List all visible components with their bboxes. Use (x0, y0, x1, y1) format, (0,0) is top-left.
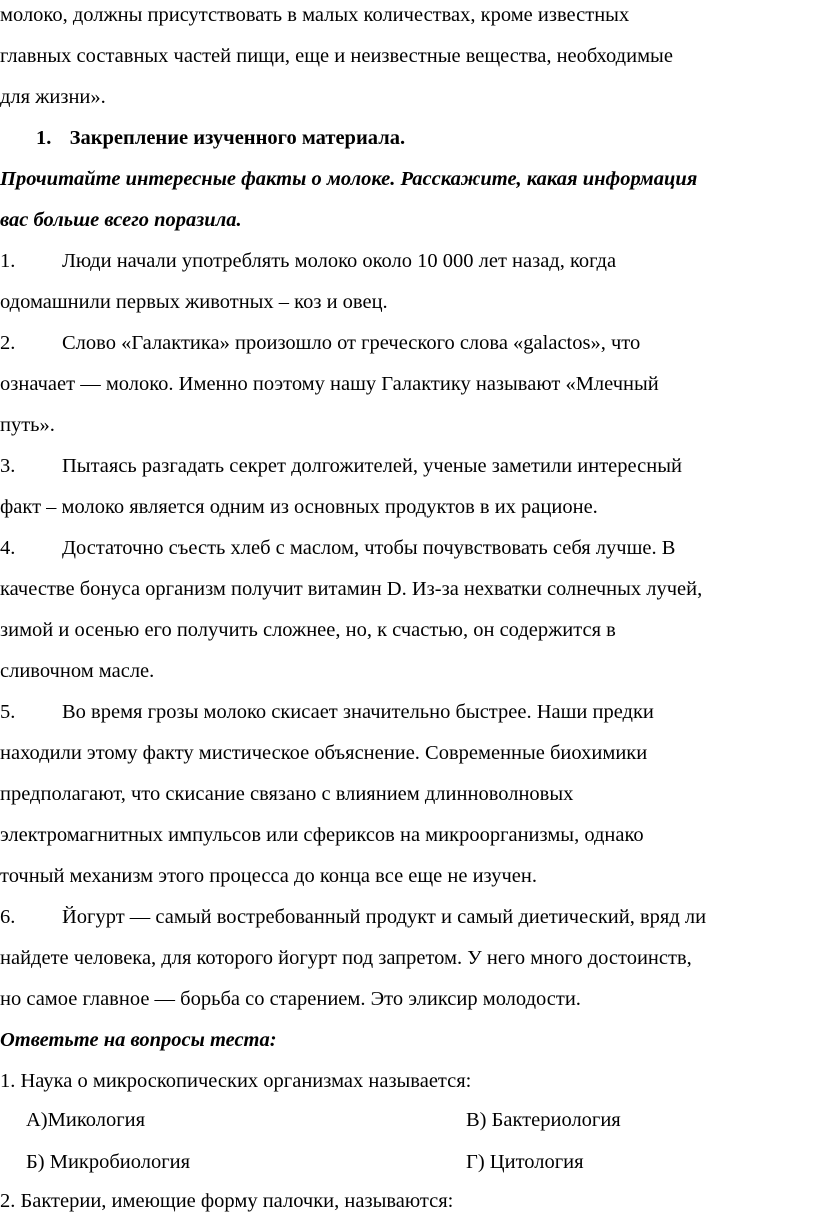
fact-text: означает — молоко. Именно поэтому нашу Галактику называют «Млечный (0, 373, 659, 395)
fact-text: Слово «Галактика» произошло от греческого слова «galactos», что (62, 332, 641, 354)
answer-option: Б) Микробиология (26, 1151, 191, 1173)
fact-text: Люди начали употреблять молоко около 10 000 лет назад, когда (62, 250, 617, 272)
fact-text: путь». (0, 414, 55, 436)
fact-text: Йогурт — самый востребованный продукт и самый диетический, вряд ли (62, 906, 707, 928)
fact-text: предполагают, что скисание связано с влиянием длинноволновых (0, 783, 574, 805)
fact-text: находили этому факту мистическое объяснение. Современные биохимики (0, 742, 648, 764)
fact-text: электромагнитных импульсов или сфериксов на микроорганизмы, однако (0, 824, 644, 846)
question-text: 2. Бактерии, имеющие форму палочки, называются: (0, 1190, 454, 1212)
fact-number: 1. (0, 250, 16, 272)
fact-item (0, 699, 654, 725)
answer-option: Г) Цитология (466, 1151, 584, 1173)
fact-item (0, 453, 682, 479)
fact-number: 6. (0, 906, 16, 928)
fact-text: сливочном масле. (0, 660, 155, 682)
intro-line: главных составных частей пищи, еще и неизвестные вещества, необходимые (0, 45, 673, 67)
fact-item (0, 904, 706, 930)
fact-text: Пытаясь разгадать секрет долгожителей, ученые заметили интересный (62, 455, 682, 477)
fact-number: 3. (0, 455, 16, 477)
intro-line: для жизни». (0, 86, 106, 108)
question-text: 1. Наука о микроскопических организмах называется: (0, 1070, 472, 1092)
fact-item (0, 248, 616, 274)
fact-number: 2. (0, 332, 16, 354)
section-heading-text: Закрепление изученного материала. (69, 127, 406, 149)
fact-item (0, 330, 640, 356)
fact-text: найдете человека, для которого йогурт под запретом. У него много достоинств, (0, 947, 692, 969)
fact-text: Во время грозы молоко скисает значительно быстрее. Наши предки (62, 701, 654, 723)
answer-option: А)Микология (26, 1109, 146, 1131)
task-line: Прочитайте интересные факты о молоке. Расскажите, какая информация (0, 168, 698, 190)
fact-item (0, 535, 675, 561)
fact-text: Достаточно съесть хлеб с маслом, чтобы почувствовать себя лучше. В (62, 537, 676, 559)
fact-text: одомашнили первых животных – коз и овец. (0, 291, 388, 313)
task-line: вас больше всего поразила. (0, 209, 242, 231)
fact-text: факт – молоко является одним из основных продуктов в их рационе. (0, 496, 598, 518)
section-heading (36, 125, 405, 151)
section-heading-number: 1. (36, 127, 52, 149)
fact-text: качестве бонуса организм получит витамин D. Из-за нехватки солнечных лучей, (0, 578, 703, 600)
fact-text: но самое главное — борьба со старением. Это эликсир молодости. (0, 988, 581, 1010)
intro-line: молоко, должны присутствовать в малых количествах, кроме известных (0, 4, 630, 26)
fact-number: 4. (0, 537, 16, 559)
fact-number: 5. (0, 701, 16, 723)
fact-text: зимой и осенью его получить сложнее, но, к счастью, он содержится в (0, 619, 616, 641)
answer-option: В) Бактериология (466, 1109, 621, 1131)
quiz-heading: Ответьте на вопросы теста: (0, 1029, 277, 1051)
fact-text: точный механизм этого процесса до конца все еще не изучен. (0, 865, 537, 887)
